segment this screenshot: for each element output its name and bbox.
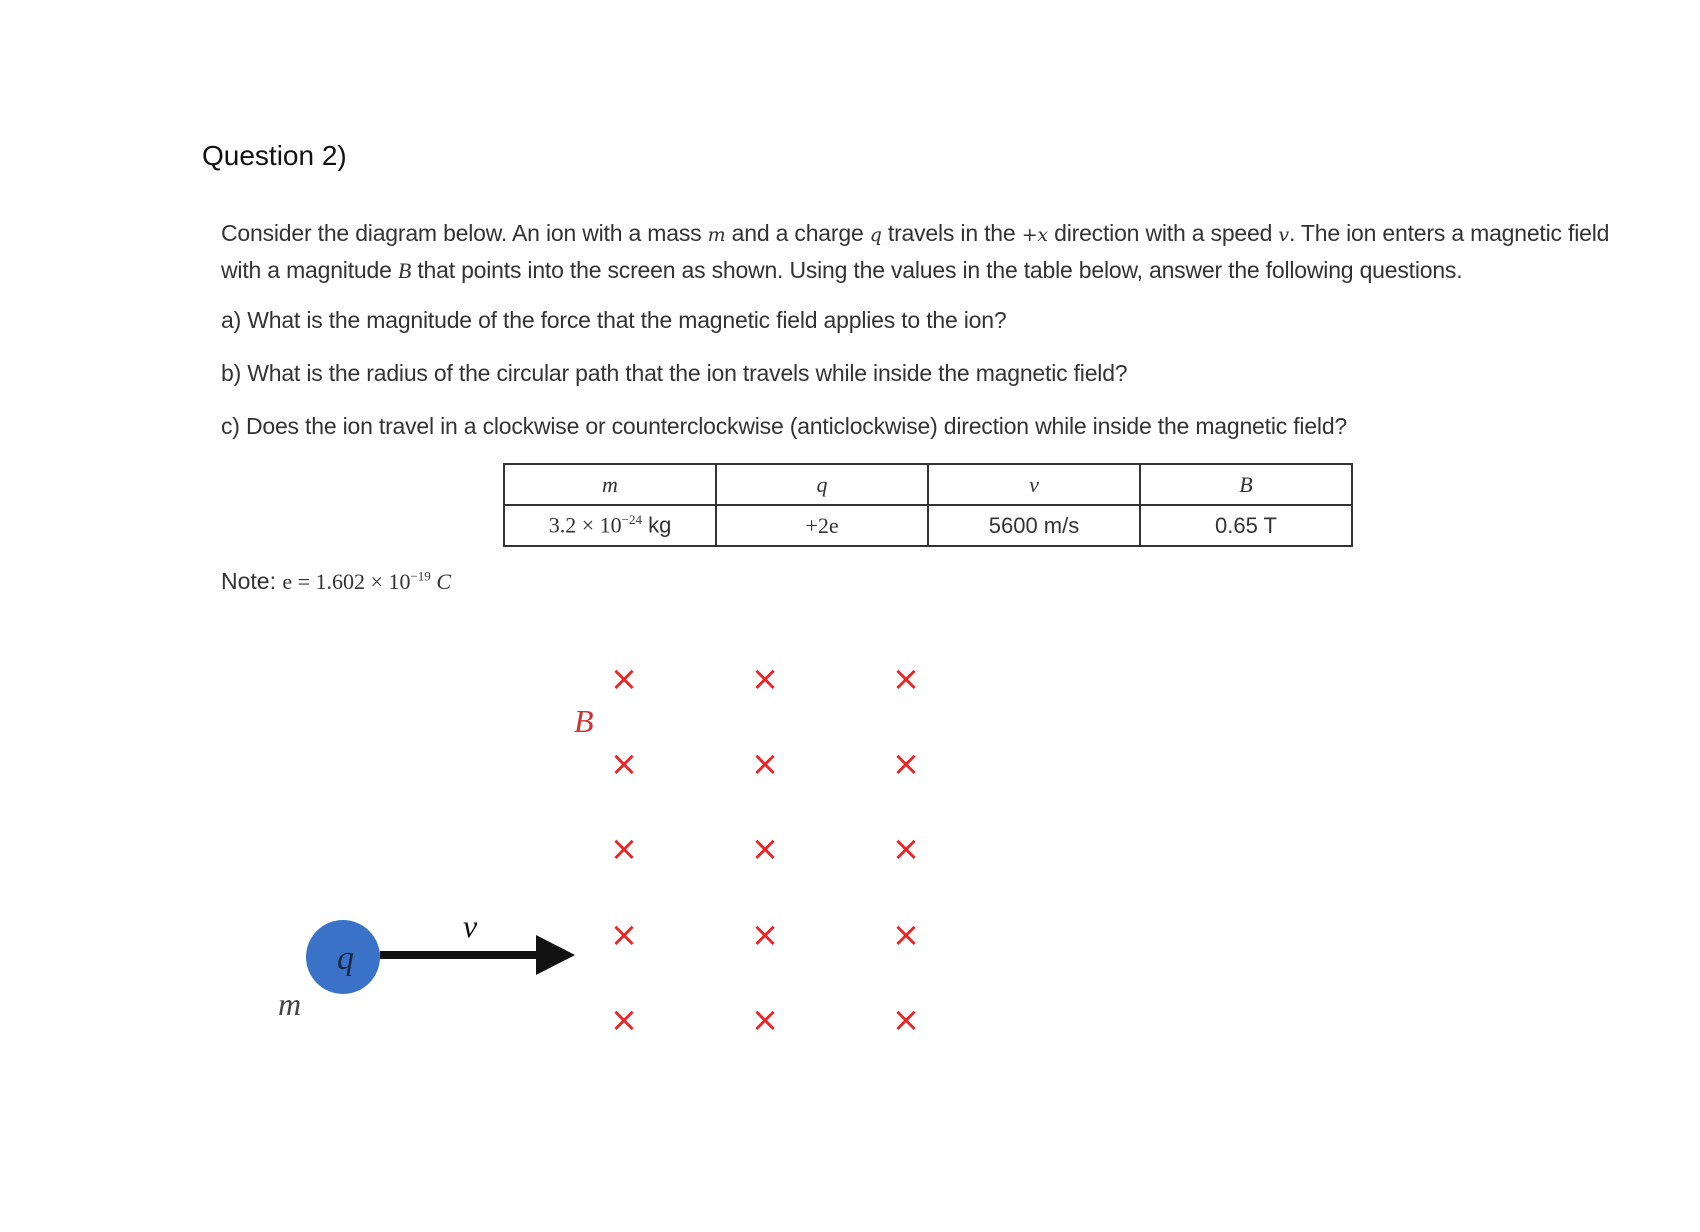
value-mass: $3.2 \times 10^{-24}$ kg: [504, 505, 716, 546]
field-cross-icon: ×: [609, 829, 639, 869]
header-mass: m: [504, 464, 716, 505]
header-field: B: [1140, 464, 1352, 505]
ion-mass-label: m: [278, 986, 302, 1022]
field-cross-icon: ×: [750, 915, 780, 955]
value-charge: +2e: [716, 505, 928, 546]
velocity-label: v: [463, 908, 478, 944]
field-cross-icon: ×: [609, 744, 639, 784]
field-cross-icon: ×: [750, 829, 780, 869]
question-title: Question 2): [202, 140, 347, 171]
field-symbol: B: [397, 258, 412, 283]
value-field: 0.65 T: [1140, 505, 1352, 546]
intro-paragraph: Consider the diagram below. An ion with a mass m and a charge q travels in the +x direction with a speed v. The ion enters a magnetic field with a magnitude B that points into the screen as shown. Using the values in the table below, answer the following questions.: [221, 220, 1610, 283]
mass-symbol: m: [707, 224, 726, 246]
field-cross-icon: ×: [609, 659, 639, 699]
field-cross-icon: ×: [609, 915, 639, 955]
magnetic-field-crosses: [610, 659, 921, 1040]
charge-symbol: q: [869, 224, 882, 246]
field-cross-icon: ×: [609, 1000, 639, 1040]
field-cross-icon: ×: [891, 659, 921, 699]
field-cross-icon: ×: [750, 744, 780, 784]
direction-symbol: +x: [1021, 224, 1048, 246]
question-a: a) What is the magnitude of the force that the magnetic field applies to the ion?: [221, 307, 1007, 333]
field-cross-icon: ×: [750, 659, 780, 699]
speed-symbol: v: [1278, 224, 1289, 246]
velocity-arrow-head: [536, 935, 575, 975]
field-cross-icon: ×: [891, 829, 921, 869]
question-b: b) What is the radius of the circular path that the ion travels while inside the magnetic field?: [221, 360, 1128, 386]
note: Note: $e = 1.602 \times 10^{-19}$ C: [221, 568, 451, 594]
header-speed: v: [928, 464, 1140, 505]
field-cross-icon: ×: [750, 1000, 780, 1040]
field-cross-icon: ×: [891, 1000, 921, 1040]
field-label: B: [574, 703, 594, 739]
note-equation: e = 1.602 × 10: [282, 569, 411, 594]
field-cross-icon: ×: [891, 744, 921, 784]
header-charge: q: [716, 464, 928, 505]
ion-charge-label: q: [337, 940, 354, 977]
value-speed: 5600 m/s: [928, 505, 1140, 546]
field-cross-icon: ×: [891, 915, 921, 955]
question-c: c) Does the ion travel in a clockwise or counterclockwise (anticlockwise) direction while inside the magnetic field?: [221, 413, 1348, 439]
